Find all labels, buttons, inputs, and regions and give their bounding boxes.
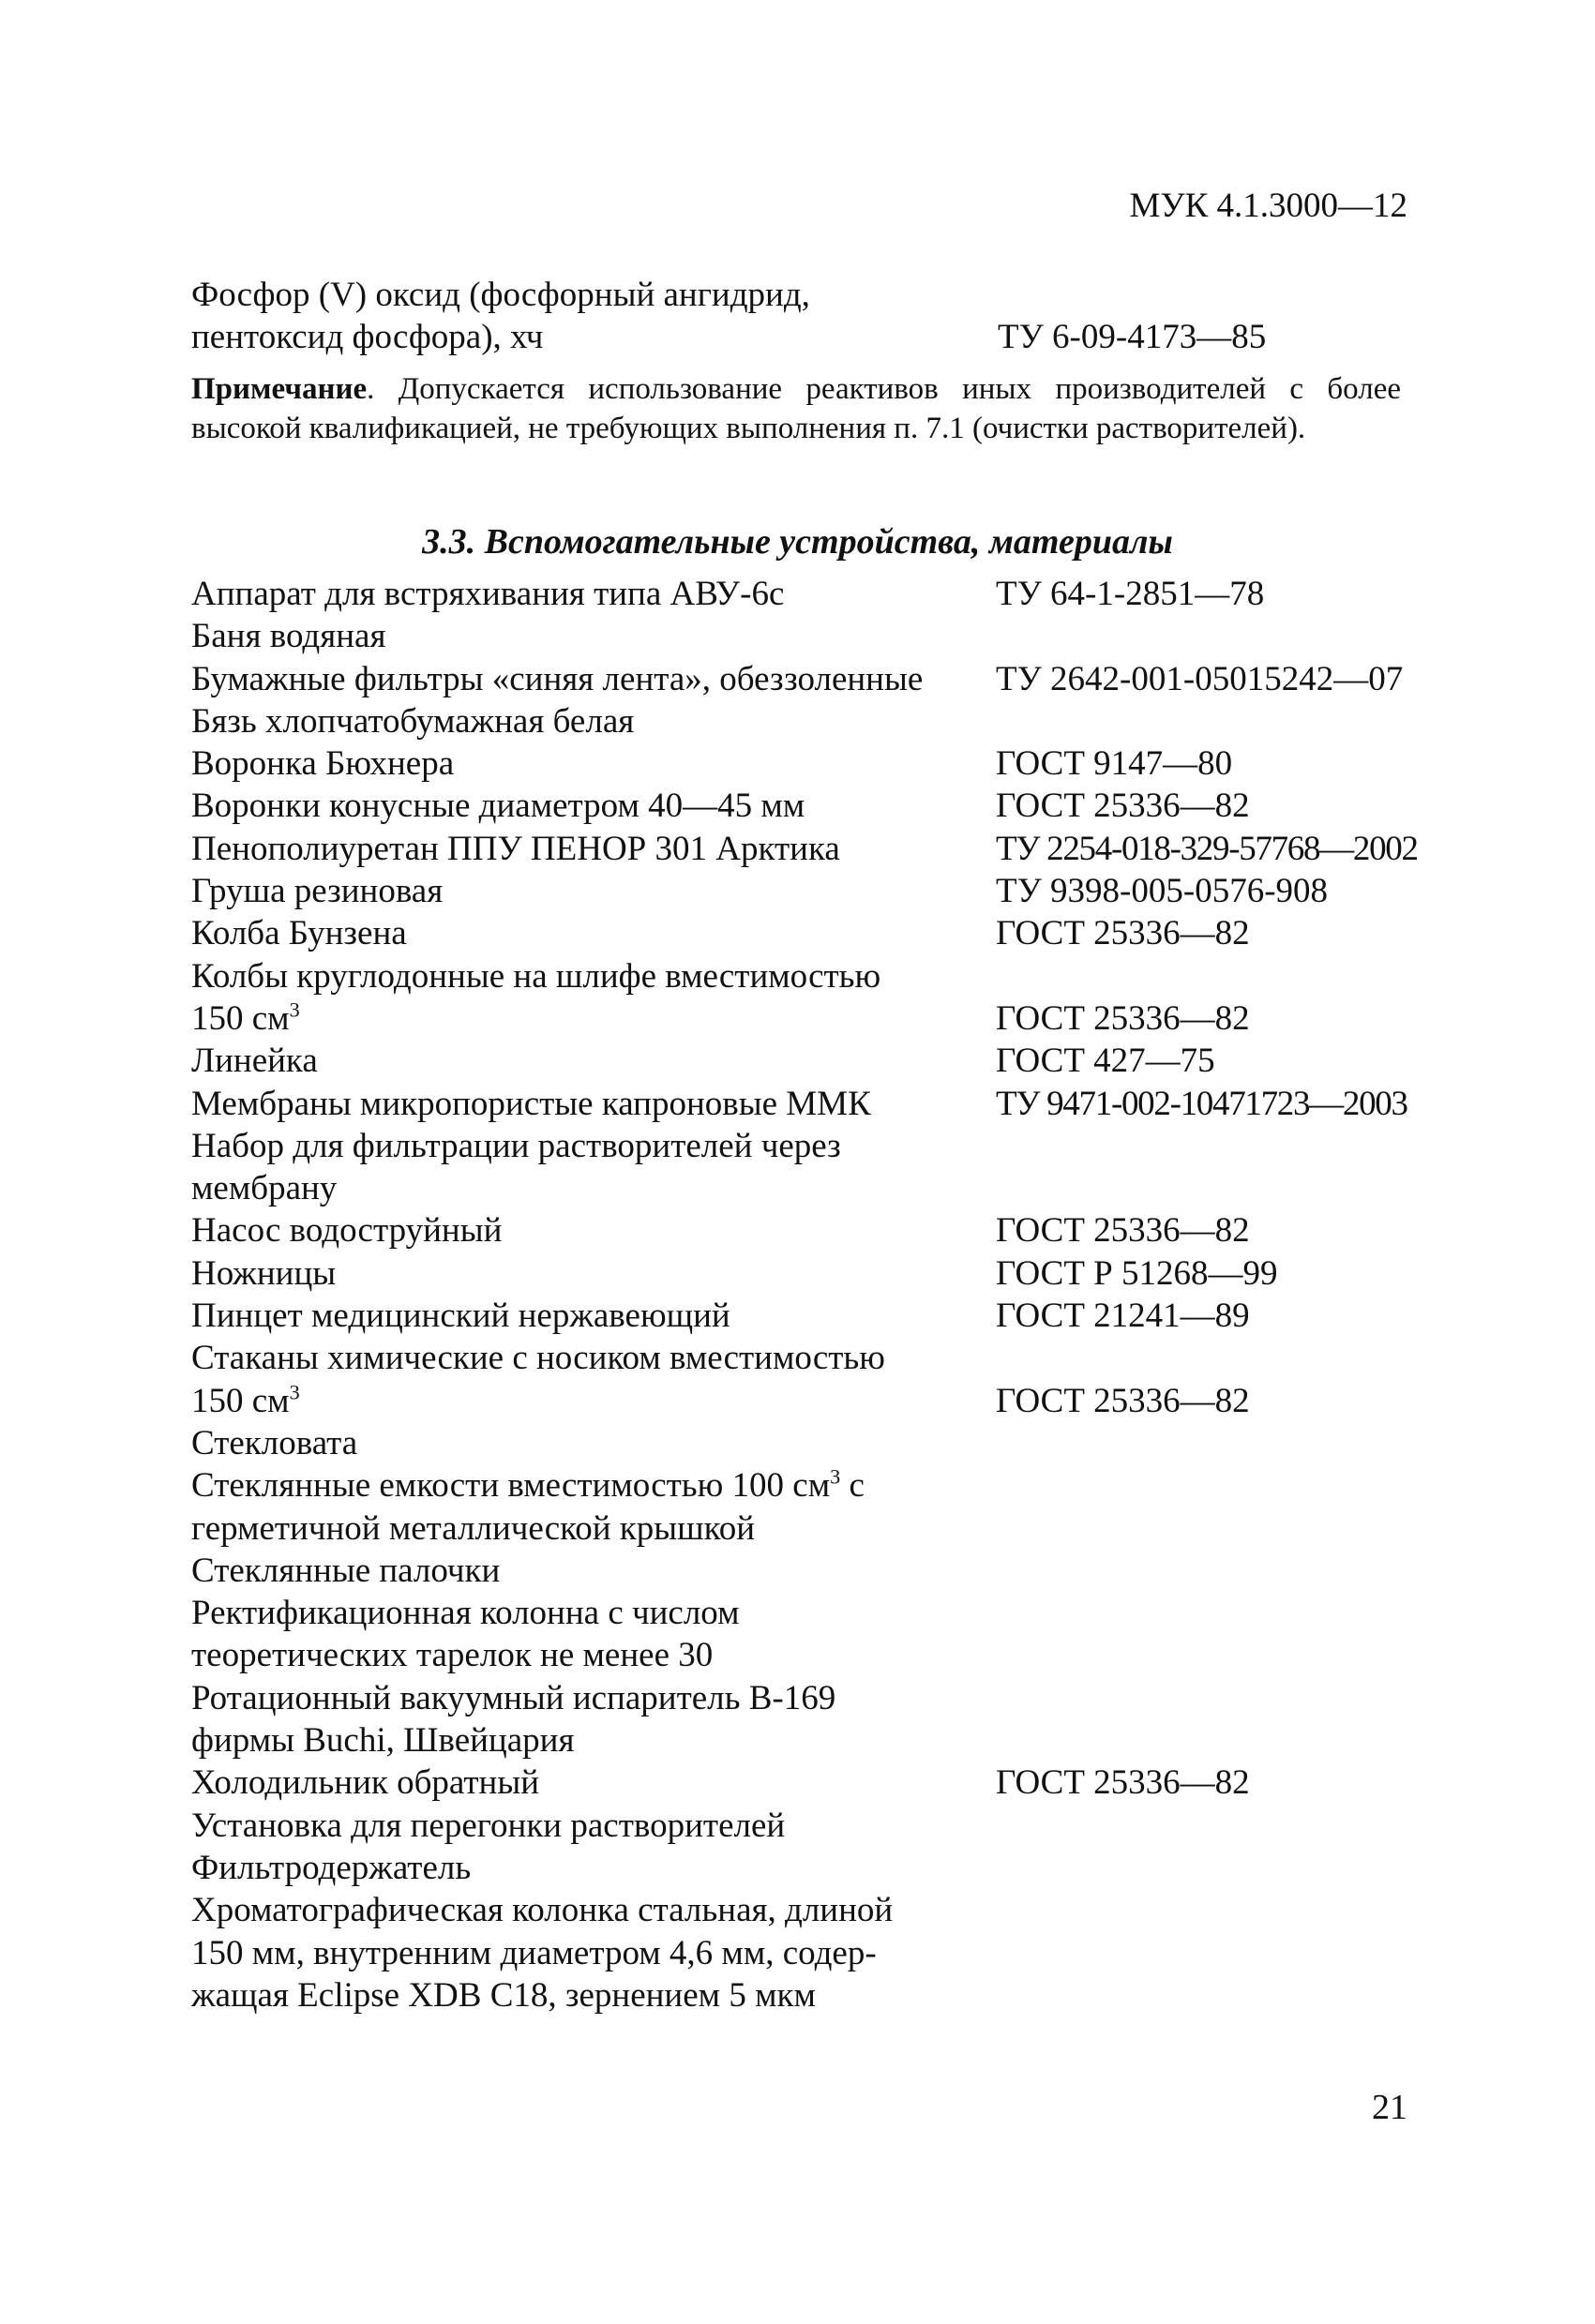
item-name	[191, 1464, 996, 1550]
item-name-line: жащая Eclipse XDB C18, зернением 5 мкм	[191, 1975, 816, 2015]
document-code-header: МУК 4.1.3000—12	[1129, 187, 1407, 225]
item-name-line: Колбы круглодонные на шлифе вместимостью	[191, 956, 881, 996]
item-standard: ТУ 2642-001-05015242—07	[996, 659, 1404, 698]
note-label: Примечание	[191, 372, 368, 406]
item-name: Стекловата	[191, 1423, 358, 1462]
reagent-entry	[191, 274, 1448, 358]
item-name: Колба Бунзена	[191, 914, 407, 953]
item-name-line: теоретических тарелок не менее 30	[191, 1636, 714, 1675]
item-standard: ТУ 9398-005-0576-908	[996, 872, 1329, 911]
list-item	[191, 1805, 1504, 1847]
item-name: Линейка	[191, 1042, 318, 1081]
superscript: 3	[289, 997, 300, 1022]
list-item	[191, 658, 1504, 700]
item-standard: ГОСТ 25336—82	[996, 1763, 1250, 1803]
item-standard: ГОСТ 9147—80	[996, 744, 1233, 784]
item-name-line: Стеклянные емкости вместимостью 100 см	[191, 1466, 831, 1506]
item-name: Стеклянные палочки	[191, 1551, 501, 1590]
item-name-line: 150 см	[191, 998, 290, 1038]
item-name: Бязь хлопчатобумажная белая	[191, 701, 635, 741]
list-item	[191, 1295, 1504, 1337]
section-heading: 3.3. Вспомогательные устройства, материалы	[422, 522, 1173, 562]
item-name: Фильтродержатель	[191, 1848, 472, 1887]
list-item	[191, 1040, 1504, 1082]
item-name: Насос водоструйный	[191, 1211, 503, 1251]
list-item	[191, 1592, 1504, 1677]
item-name	[191, 1125, 996, 1210]
item-name-line: герметичной металлической крышкой	[191, 1508, 755, 1548]
reagent-standard: ТУ 6-09-4173—85	[998, 318, 1267, 356]
item-name	[191, 1677, 996, 1762]
item-name: Ножницы	[191, 1253, 337, 1293]
item-name: Воронка Бюхнера	[191, 744, 455, 784]
page-number: 21	[1372, 2088, 1407, 2127]
item-name	[191, 1592, 996, 1677]
list-item	[191, 870, 1504, 912]
list-item	[191, 828, 1504, 870]
item-standard: ГОСТ 25336—82	[996, 914, 1250, 953]
reagent-name-line: Фосфор (V) оксид (фосфорный ангидрид,	[191, 276, 810, 314]
list-item	[191, 1125, 1504, 1210]
item-name-line: Ректификационная колонна с числом	[191, 1594, 740, 1633]
item-name: Воронки конусные диаметром 40—45 мм	[191, 787, 805, 826]
list-item	[191, 742, 1504, 785]
item-standard: ТУ 64-1-2851—78	[996, 575, 1265, 613]
list-item	[191, 573, 1504, 615]
list-item	[191, 1209, 1504, 1252]
note-text: . Допускается использование реактивов иных производителей с более высокой квалификацией, не требующих выполнения п. 7.1 (очистки растворителей).	[191, 372, 1401, 445]
item-name-line: Стаканы химические с носиком вместимостью	[191, 1339, 885, 1378]
list-item	[191, 1337, 1504, 1422]
list-item	[191, 912, 1504, 954]
list-item	[191, 1677, 1504, 1762]
note-paragraph	[191, 369, 1401, 448]
superscript: 3	[289, 1380, 300, 1404]
item-name-line: 150 см	[191, 1381, 290, 1420]
list-item	[191, 1550, 1504, 1592]
list-item	[191, 1889, 1504, 2017]
list-item	[191, 955, 1504, 1041]
list-item	[191, 1083, 1504, 1125]
list-item	[191, 700, 1504, 742]
item-standard: ГОСТ 25336—82	[996, 1381, 1250, 1420]
list-item	[191, 1464, 1504, 1550]
item-standard: ГОСТ 25336—82	[996, 1211, 1250, 1251]
list-item	[191, 1762, 1504, 1804]
item-name-line: фирмы Buchi, Швейцария	[191, 1721, 575, 1761]
item-name: Холодильник обратный	[191, 1763, 540, 1803]
item-standard: ГОСТ 427—75	[996, 1042, 1215, 1081]
item-name: Пинцет медицинский нержавеющий	[191, 1297, 730, 1336]
item-name-line: Хроматографическая колонка стальная, длиной	[191, 1891, 894, 1930]
item-name-line: с	[840, 1466, 865, 1506]
item-name-line: мембрану	[191, 1169, 338, 1208]
item-standard: ТУ 9471-002-10471723—2003	[996, 1084, 1407, 1123]
item-name: Пенополиуретан ППУ ПЕНОР 301 Арктика	[191, 829, 840, 868]
item-name: Установка для перегонки растворителей	[191, 1806, 786, 1845]
superscript: 3	[830, 1464, 841, 1489]
list-item	[191, 615, 1504, 657]
equipment-list	[191, 573, 1504, 2017]
item-name	[191, 955, 996, 1041]
item-name-line: 150 мм, внутренним диаметром 4,6 мм, содер-	[191, 1933, 877, 1972]
item-name: Мембраны микропористые капроновые ММК	[191, 1084, 871, 1123]
list-item	[191, 1847, 1504, 1889]
item-name	[191, 1337, 996, 1422]
item-standard: ГОСТ Р 51268—99	[996, 1253, 1278, 1293]
item-name: Бумажные фильтры «синяя лента», обеззоленные	[191, 659, 924, 698]
reagent-name-line: пентоксид фосфора), хч	[191, 318, 544, 356]
item-name: Аппарат для встряхивания типа АВУ-6с	[191, 575, 785, 613]
item-standard: ГОСТ 25336—82	[996, 998, 1250, 1038]
item-standard: ГОСТ 25336—82	[996, 787, 1250, 826]
item-name-line: Набор для фильтрации растворителей через	[191, 1126, 841, 1165]
item-name: Груша резиновая	[191, 872, 444, 911]
list-item	[191, 1422, 1504, 1464]
item-standard: ТУ 2254-018-329-57768—2002	[996, 829, 1418, 868]
item-standard: ГОСТ 21241—89	[996, 1297, 1250, 1336]
list-item	[191, 1252, 1504, 1295]
item-name: Баня водяная	[191, 617, 386, 656]
item-name-line: Ротационный вакуумный испаритель В-169	[191, 1678, 836, 1717]
item-name	[191, 1889, 996, 2017]
list-item	[191, 785, 1504, 827]
